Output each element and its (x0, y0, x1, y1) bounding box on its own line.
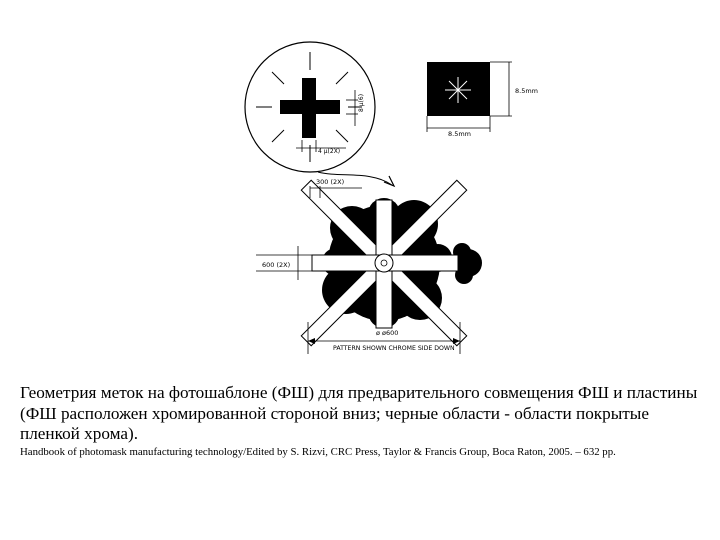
square-width-dimension: 8.5mm (448, 130, 472, 138)
arm-length-dimension: 600 (2X) (262, 261, 291, 269)
source-citation: Handbook of photomask manufacturing technology/Edited by S. Rizvi, CRC Press, Taylor & Francis Group, Boca Raton, 2005. – 632 pp. (20, 446, 616, 458)
small-bar-dimension: 8 μ(6) (358, 93, 365, 112)
circle-dimension: ø ø600 (376, 329, 399, 337)
figure-caption: Геометрия меток на фотошаблоне (ФШ) для предварительного совмещения ФШ и пластины (ФШ расположен хромированной стороной вниз; черные области - области покрытые пленкой хрома). (20, 383, 698, 443)
arm-width-dimension: 300 (2X) (316, 178, 345, 186)
chrome-side-note: PATTERN SHOWN CHROME SIDE DOWN (333, 345, 455, 352)
large-cross-mark (256, 178, 482, 354)
small-width-dimension: 4 μ(2X) (318, 148, 341, 155)
square-height-dimension: 8.5mm (515, 87, 539, 95)
small-cross-mark (245, 42, 375, 172)
square-mark (427, 62, 538, 138)
